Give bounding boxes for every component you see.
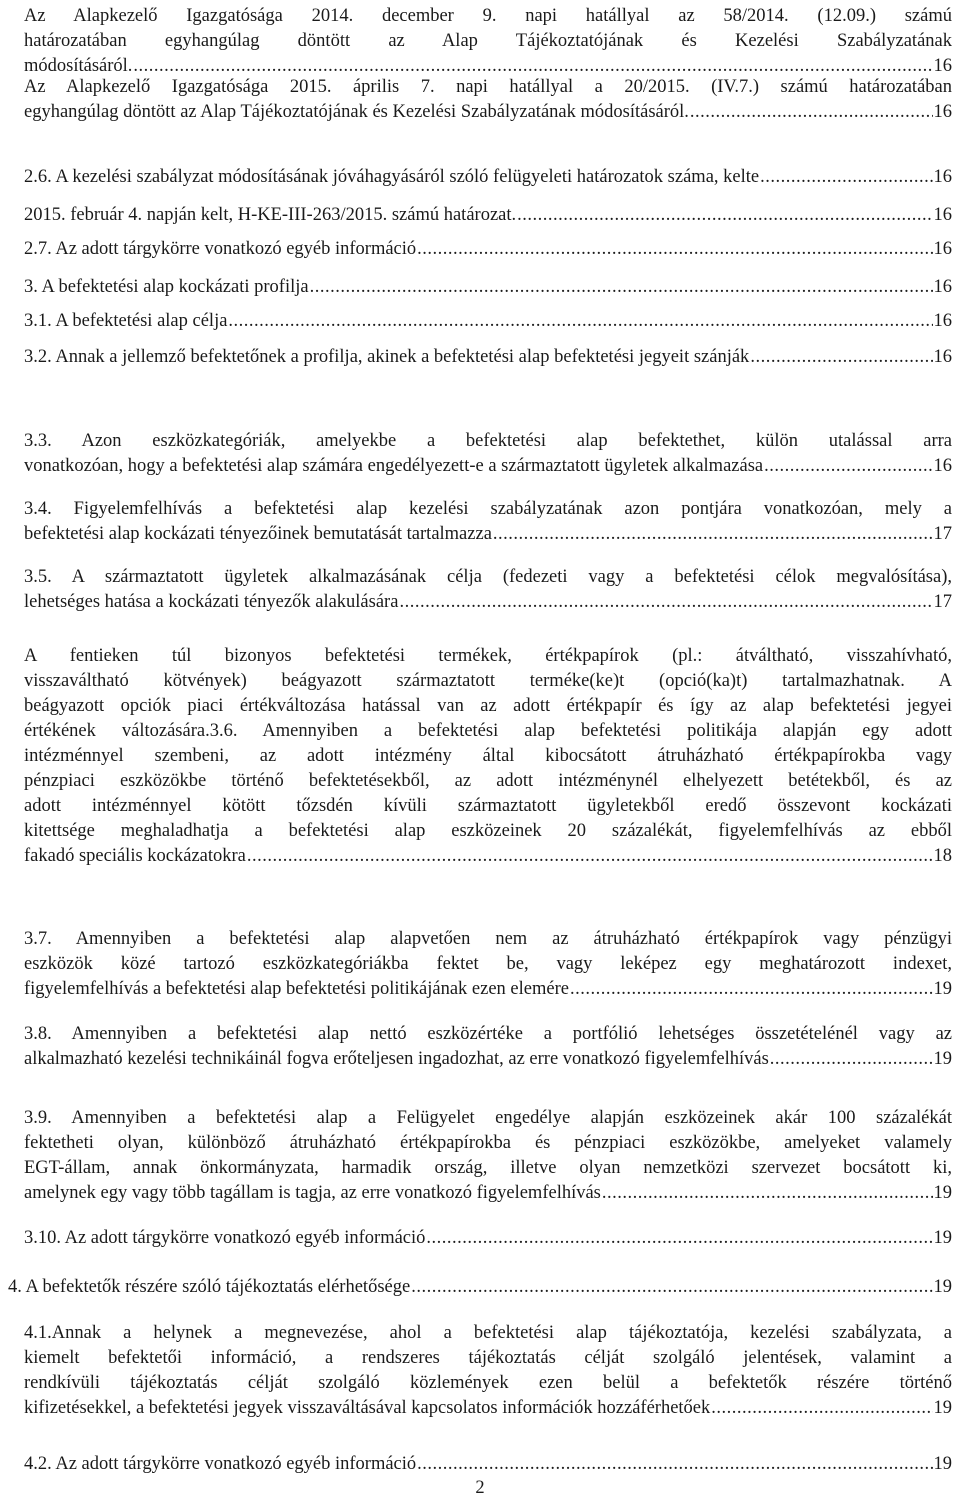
toc-entry-line: intézménnyel szembeni, az adott intézmény által kibocsátott átruházható értékpapírokba vagy — [24, 746, 952, 766]
dot-leader — [517, 203, 932, 228]
toc-entry-last-line — [24, 203, 952, 228]
toc-entry-last-line — [24, 309, 952, 334]
dot-leader — [760, 165, 932, 190]
dot-leader — [602, 1181, 933, 1206]
toc-entry[interactable] — [24, 927, 952, 1002]
toc-page-ref: 16 — [933, 167, 952, 187]
toc-entry-line: Az Alapkezelő Igazgatósága 2014. december 9. napi hatállyal az 58/2014. (12.09.) számú — [24, 6, 952, 26]
dot-leader — [411, 1275, 932, 1300]
toc-entry-last-line — [24, 1047, 952, 1072]
toc-entry-line: A fentieken túl bizonyos befektetési termékek, értékpapírok (pl.: átváltható, visszahívható, — [24, 646, 952, 666]
toc-entry-last-line — [24, 1181, 952, 1206]
toc-entry-last-line — [24, 1452, 952, 1477]
toc-entry[interactable] — [24, 1022, 952, 1072]
toc-page-ref: 18 — [933, 846, 952, 866]
toc-entry-title: 2.7. Az adott tárgykörre vonatkozó egyéb információ — [24, 239, 417, 259]
toc-entry[interactable] — [24, 497, 952, 547]
toc-entry[interactable] — [24, 75, 952, 125]
dot-leader — [764, 454, 932, 479]
toc-page-ref: 16 — [933, 277, 952, 297]
toc-entry-last-line — [24, 977, 952, 1002]
toc-entry[interactable] — [24, 1452, 952, 1477]
toc-entry-title: befektetési alap kockázati tényezőinek bemutatását tartalmazza — [24, 524, 492, 544]
dot-leader — [310, 275, 933, 300]
toc-page-ref: 16 — [933, 205, 952, 225]
toc-entry[interactable] — [24, 429, 952, 479]
toc-entry-title: 3.10. Az adott tárgykörre vonatkozó egyéb információ — [24, 1228, 426, 1248]
toc-entry-last-line — [24, 1396, 952, 1421]
toc-page-ref: 19 — [933, 1049, 952, 1069]
toc-entry-title: 3.1. A befektetési alap célja — [24, 311, 228, 331]
toc-entry-last-line — [24, 1226, 952, 1251]
toc-entry-line: 3.7. Amennyiben a befektetési alap alapvetően nem az átruházható értékpapírok vagy pénzügyi — [24, 929, 952, 949]
toc-page-ref: 17 — [933, 524, 952, 544]
toc-entry-last-line — [24, 345, 952, 370]
toc-entry-last-line — [24, 275, 952, 300]
toc-entry[interactable] — [24, 1226, 952, 1251]
toc-entry[interactable] — [24, 275, 952, 300]
toc-page-ref: 16 — [933, 102, 952, 122]
toc-entry-title: lehetséges hatása a kockázati tényezők alakulására — [24, 592, 399, 612]
toc-entry-last-line — [24, 100, 952, 125]
toc-entry-title: 4. A befektetők részére szóló tájékoztatás elérhetősége — [8, 1277, 411, 1297]
toc-page-ref: 16 — [933, 311, 952, 331]
toc-page-ref: 19 — [933, 1454, 952, 1474]
toc-page-ref: 19 — [933, 1398, 952, 1418]
toc-entry-line: EGT-állam, annak önkormányzata, harmadik ország, illetve olyan nemzetközi szervezet bocsátott ki, — [24, 1158, 952, 1178]
dot-leader — [247, 844, 933, 869]
toc-entry-title: alkalmazható kezelési technikáinál fogva erőteljesen ingadozhat, az erre vonatkozó figyelemfelhívás — [24, 1049, 769, 1069]
dot-leader — [770, 1047, 933, 1072]
toc-entry-line: fektetheti olyan, különböző átruházható értékpapírokba és pénzpiaci eszközökbe, amelyeket valamely — [24, 1133, 952, 1153]
toc-page-ref: 19 — [933, 1183, 952, 1203]
toc-entry-title: 4.2. Az adott tárgykörre vonatkozó egyéb információ — [24, 1454, 417, 1474]
toc-entry-line: rendkívüli tájékoztatás célját szolgáló közlemények ezen belül a befektetők részére történő — [24, 1373, 952, 1393]
toc-page-ref: 17 — [933, 592, 952, 612]
toc-entry-title: amelynek egy vagy több tagállam is tagja, az erre vonatkozó figyelemfelhívás — [24, 1183, 601, 1203]
toc-entry-line: értékének változására.3.6. Amennyiben a befektetési alap befektetési politikája alapján egy adott — [24, 721, 952, 741]
toc-page-ref: 19 — [933, 1228, 952, 1248]
toc-entry-line: eszközök közé tartozó eszközkategóriákba fektet be, vagy leképez egy meghatározott indexet, — [24, 954, 952, 974]
toc-entry-title: egyhangúlag döntött az Alap Tájékoztatójának és Kezelési Szabályzatának módosításáról. — [24, 102, 689, 122]
toc-entry-title: figyelemfelhívás a befektetési alap befektetési politikájának ezen elemére — [24, 979, 569, 999]
toc-entry-last-line — [24, 844, 952, 869]
toc-entry-last-line — [24, 165, 952, 190]
toc-entry-title: fakadó speciális kockázatokra — [24, 846, 246, 866]
toc-entry-line: 3.3. Azon eszközkategóriák, amelyekbe a befektetési alap befektethet, külön utalással arra — [24, 431, 952, 451]
toc-entry-last-line — [24, 590, 952, 615]
toc-entry[interactable] — [24, 565, 952, 615]
page-number: 2 — [475, 1478, 485, 1498]
dot-leader — [399, 590, 932, 615]
dot-leader — [690, 100, 933, 125]
toc-page-ref: 19 — [933, 1277, 952, 1297]
dot-leader — [417, 237, 932, 262]
toc-entry-line: kitettsége meghaladhatja a befektetési alap eszközeinek 20 százalékát, figyelemfelhívás az ebből — [24, 821, 952, 841]
toc-entry[interactable] — [24, 345, 952, 370]
toc-entry-line: 3.5. A származtatott ügyletek alkalmazásának célja (fedezeti vagy a befektetési célok megvalósítása), — [24, 567, 952, 587]
toc-entry[interactable] — [24, 4, 952, 79]
dot-leader — [750, 345, 932, 370]
toc-entry-title: 2015. február 4. napján kelt, H-KE-III-263/2015. számú határozat. — [24, 205, 517, 225]
toc-entry-last-line — [24, 454, 952, 479]
toc-entry-title: 3.2. Annak a jellemző befektetőnek a profilja, akinek a befektetési alap befektetési jegyeit szánják — [24, 347, 750, 367]
dot-leader — [493, 522, 933, 547]
toc-entry-line: 3.9. Amennyiben a befektetési alap a Felügyelet engedélye alapján eszközeinek akár 100 százalékát — [24, 1108, 952, 1128]
dot-leader — [711, 1396, 932, 1421]
toc-entry[interactable] — [24, 1106, 952, 1206]
toc-entry-title: módosításáról. — [24, 56, 133, 76]
toc-entry-line: adott intézménnyel kötött tőzsdén kívüli származtatott ügyletekből eredő összevont kockázati — [24, 796, 952, 816]
toc-entry[interactable] — [24, 237, 952, 262]
toc-entry-last-line — [24, 237, 952, 262]
toc-entry-line: kiemelt befektetői információ, a rendszeres tájékoztatás célját szolgáló jelentések, valamint a — [24, 1348, 952, 1368]
toc-entry-line: Az Alapkezelő Igazgatósága 2015. április 7. napi hatállyal a 20/2015. (IV.7.) számú határozatában — [24, 77, 952, 97]
toc-entry-title: vonatkozóan, hogy a befektetési alap számára engedélyezett-e a származtatott ügyletek alkalmazása — [24, 456, 764, 476]
toc-entry[interactable] — [24, 309, 952, 334]
toc-page-ref: 16 — [933, 456, 952, 476]
toc-page-ref: 16 — [933, 347, 952, 367]
toc-entry-line: visszaváltható kötvények) beágyazott származtatott terméke(ke)t (opció(ka)t) tartalmazhatnak. A — [24, 671, 952, 691]
toc-page-ref: 16 — [933, 56, 952, 76]
toc-entry-title: kifizetésekkel, a befektetési jegyek visszaváltásával kapcsolatos információk hozzáférhetőek — [24, 1398, 711, 1418]
dot-leader — [228, 309, 932, 334]
toc-entry-line: beágyazott opciók piaci értékváltozása hatással van az adott értékpapír és így az alap befektetési jegyei — [24, 696, 952, 716]
dot-leader — [426, 1226, 932, 1251]
toc-entry-line: 3.4. Figyelemfelhívás a befektetési alap kezelési szabályzatának azon pontjára vonatkozóan, mely a — [24, 499, 952, 519]
toc-entry[interactable] — [24, 1321, 952, 1421]
toc-entry-title: 2.6. A kezelési szabályzat módosításának jóváhagyásáról szóló felügyeleti határozatok száma, kelte — [24, 167, 760, 187]
toc-entry[interactable] — [8, 1275, 952, 1300]
toc-entry-last-line — [24, 522, 952, 547]
toc-entry[interactable] — [24, 644, 952, 869]
toc-page-ref: 16 — [933, 239, 952, 259]
dot-leader — [570, 977, 933, 1002]
toc-entry-line: pénzpiaci eszközökbe történő befektetésekből, az adott intézménynél elhelyezett betétekből, és az — [24, 771, 952, 791]
dot-leader — [417, 1452, 932, 1477]
toc-entry-last-line — [8, 1275, 952, 1300]
toc-entry[interactable] — [24, 165, 952, 190]
toc-page-ref: 19 — [933, 979, 952, 999]
toc-entry-title: 3. A befektetési alap kockázati profilja — [24, 277, 309, 297]
toc-entry-line: 4.1.Annak a helynek a megnevezése, ahol a befektetési alap tájékoztatója, kezelési szabályzata, a — [24, 1323, 952, 1343]
toc-entry[interactable] — [24, 203, 952, 228]
toc-entry-line: határozatában egyhangúlag döntött az Alap Tájékoztatójának és Kezelési Szabályzatának — [24, 31, 952, 51]
toc-entry-line: 3.8. Amennyiben a befektetési alap nettó eszközértéke a portfólió lehetséges összetételénél vagy az — [24, 1024, 952, 1044]
